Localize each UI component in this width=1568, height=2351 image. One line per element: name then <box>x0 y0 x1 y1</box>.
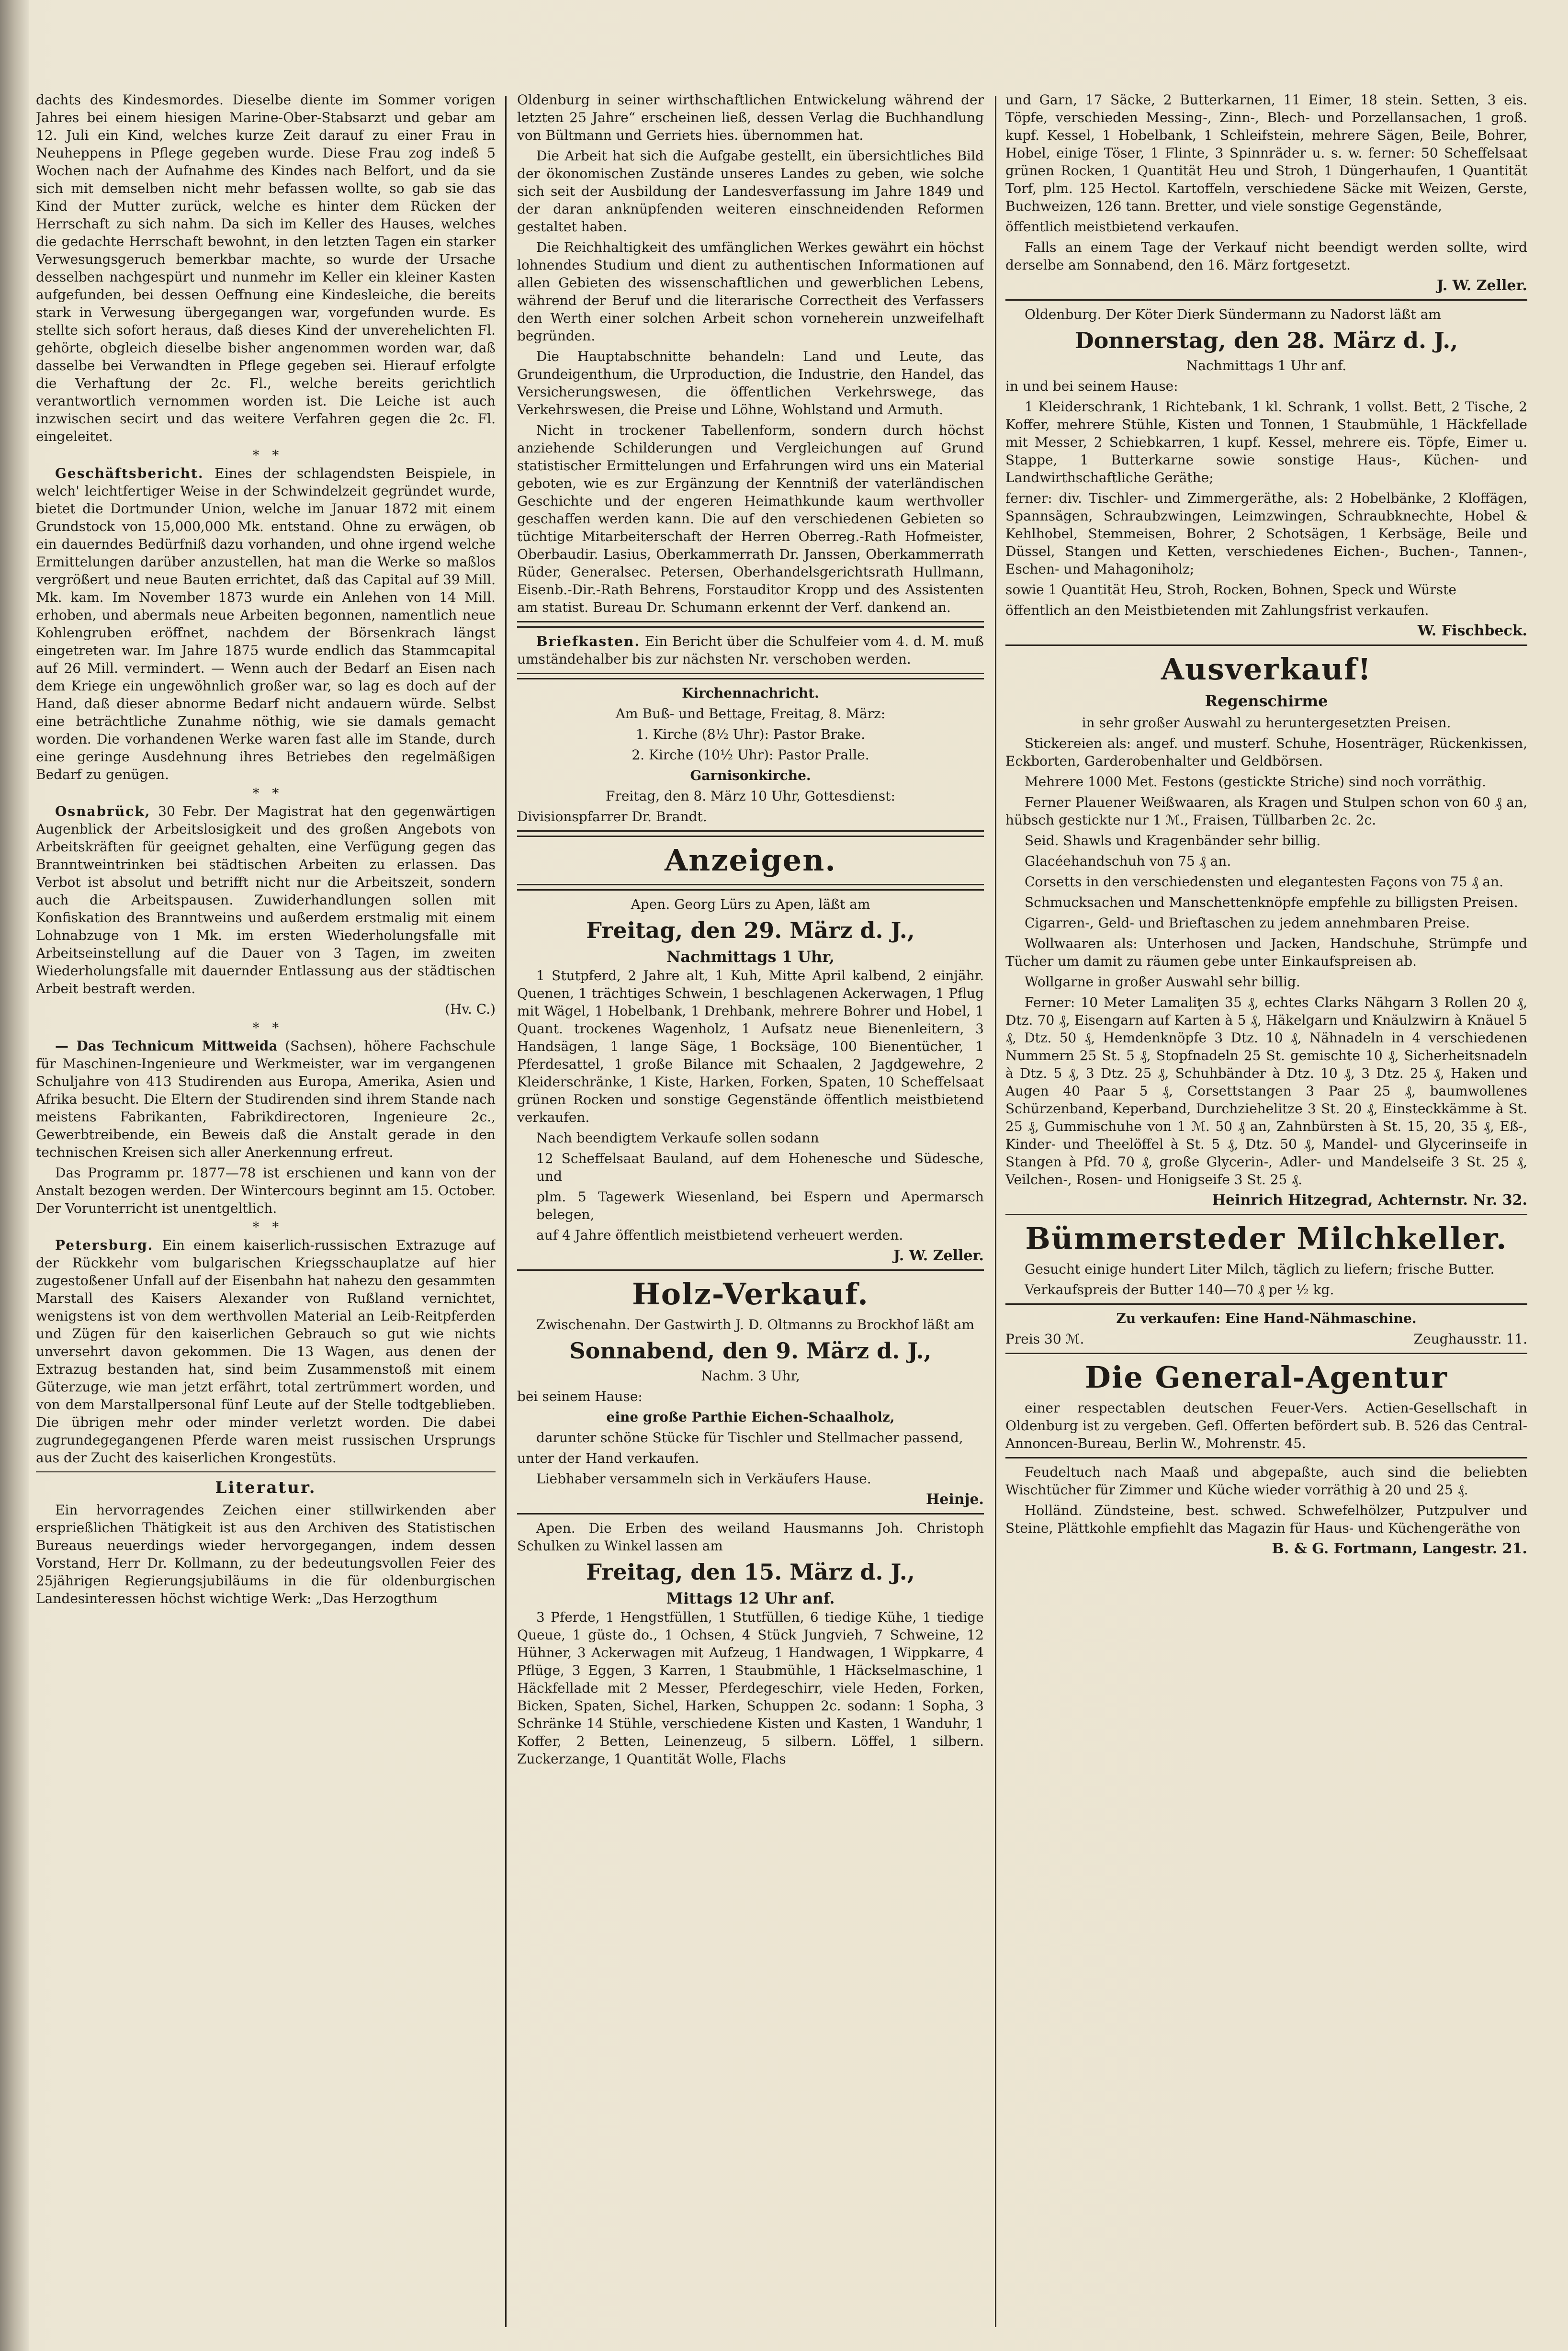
ad-signature: Heinrich Hitzegrad, Achternstr. Nr. 32. <box>1212 1192 1527 1209</box>
ad-body: ferner: div. Tischler- und Zimmergeräthe, als: 2 Hobelbänke, 2 Kloffägen, Spannsägen, Schraubzwingen, Leimzwingen, Schraubknechte, Hobel & Kehlhobel, Stemmeisen, Bohrer, 2 Schotsägen, 1 Kerbsäge, Beile und Düssel, Stangen und Ketten, verschiedenes Eichen-, Buchen-, Tannen-, Eschen- und Mahagoniholz; <box>1005 490 1527 577</box>
divider <box>517 621 984 628</box>
ad-body: unter der Hand verkaufen. <box>517 1450 699 1466</box>
divider <box>1005 1457 1527 1458</box>
article-paragraph <box>36 803 496 997</box>
ad-signature: J. W. Zeller. <box>893 1247 984 1264</box>
ad-body: bei seinem Hause: <box>517 1389 643 1404</box>
anzeigen-heading: Anzeigen. <box>665 843 836 878</box>
ad-head: Apen. Georg Lürs zu Apen, läßt am <box>631 896 870 912</box>
ausverkauf-subheading: Regenschirme <box>1205 692 1328 710</box>
article-paragraph: Die Hauptabschnitte behandeln: Land und Leute, das Grundeigenthum, die Urproduction, die Industrie, den Handel, das Versicherungswesen, die öffentlichen Verkehrswege, das Verkehrswesen, die Preise und Löhne, Wohlstand und Armuth. <box>517 349 984 418</box>
article-paragraph: Ein hervorragendes Zeichen einer stillwirkenden aber ersprießlichen Thätigkeit ist aus den Archiven des Statistischen Bureaus neuerdings wieder hervorgegangen, indem dessen Vorstand, Herr Dr. Kollmann, zu der bedeutungsvollen Feier des 25jährigen Regierungsjubiläums in die für oldenburgischen Landesinteressen höchst wichtige Werk: „Das Herzogthum <box>36 1502 496 1606</box>
ad-body: Liebhaber versammeln sich in Verkäufers Hause. <box>536 1471 871 1487</box>
article-lead: Petersburg. <box>55 1237 154 1253</box>
article-lead: Osnabrück, <box>55 803 151 819</box>
divider <box>1005 1353 1527 1354</box>
divider <box>36 1471 496 1472</box>
ad-body: Stickereien als: angef. und musterf. Schuhe, Hosenträger, Rückenkissen, Eckborten, Garderobenhalter und Geldbörsen. <box>1005 735 1527 769</box>
article-lead: — Das Technicum Mittweida <box>55 1038 278 1054</box>
ad-date: Freitag, den 29. März d. J., <box>586 917 915 943</box>
article-signature: (Hv. C.) <box>445 1001 496 1017</box>
divider <box>1005 644 1527 646</box>
article-paragraph: Die Reichhaltigkeit des umfänglichen Werkes gewährt ein höchst lohnendes Studium und dient zu authentischen Informationen auf allen Gebieten des wissenschaftlichen und gewerblichen Lebens, während der Beruf und die literarische Correctheit des Verfassers den Werth einer solchen Arbeit schon vorneherein unzweifelhaft begründen. <box>517 239 984 344</box>
column-rule-2 <box>995 96 996 2327</box>
ad-body: öffentlich meistbietend verkaufen. <box>1005 219 1240 235</box>
divider <box>1005 1303 1527 1305</box>
holz-verkauf-heading: Holz-Verkauf. <box>632 1277 869 1311</box>
ad-body: Mehrere 1000 Met. Festons (gestickte Striche) sind noch vorräthig. <box>1025 774 1486 790</box>
asterisk-separator: * * <box>252 447 279 463</box>
ad-body: Schmucksachen und Manschettenknöpfe empfehle zu billigsten Preisen. <box>1025 894 1518 910</box>
article-paragraph <box>36 1037 496 1161</box>
garnisonkirche-line: Divisionspfarrer Dr. Brandt. <box>517 809 707 825</box>
ad-body: und Garn, 17 Säcke, 2 Butterkarnen, 11 Eimer, 18 stein. Setten, 3 eis. Töpfe, verschieden Messing-, Zinn-, Blech- und Porzellansachen, 1 groß. kupf. Kessel, 1 Hobelbank, 1 Schleifstein, mehrere Sägen, Beile, Bohrer, Hobel, einige Töser, 1 Flinte, 3 Spinnräder u. s. w. ferner: 50 Scheffelsaat grünen Rocken, 1 Quantität Heu und Stroh, 1 Düngerhaufen, 1 Quantität Torf, plm. 125 Hectol. Kartoffeln, verschiedene Säcke mit Weizen, Gerste, Buchweizen, 126 tann. Bretter, und viele sonstige Gegenstände, <box>1005 92 1527 214</box>
article-text: Ein einem kaiserlich-russischen Extrazuge auf der Rückkehr vom bulgarischen Kriegsschauplatze auf hier zugestoßener Unfall auf der Eisenbahn hat nahezu den gesammten Marstall des Kaisers Alexander von Rußland vernichtet, wenigstens ist von dem werthvollen Material an Leib-Reitpferden und Zügen für den kaiserlichen Gebrauch so gut wie nichts unversehrt davon gekommen. Die 13 Wagen, aus denen der Extrazug bestanden hat, sind beim Zusammenstoß mit einem Güterzuge, wie man jetzt erfährt, total zertrümmert worden, und von dem Marstallpersonal fünf Leute auf der Stelle todtgeblieben. Die übrigen mehr oder minder verletzt worden. Die dabei zugrundegegangenen Pferde waren meist russischen Ursprungs aus der Zucht des kaiserlichen Krongestüts. <box>36 1237 496 1466</box>
ad-head: Zwischenahn. Der Gastwirth J. D. Oltmanns zu Brockhof läßt am <box>536 1317 975 1333</box>
page-binding-edge <box>0 0 29 2351</box>
article-paragraph: dachts des Kindesmordes. Dieselbe diente im Sommer vorigen Jahres bei einem hiesigen Marine-Ober-Stabsarzt und gebar am 12. Juli ein Kind, welches kurze Zeit darauf zu einer Frau in Neuheppens in Pflege gegeben wurde. Diese Frau zog indeß 5 Wochen nach der Aufnahme des Kindes nach Belfort, und da sie sich mit demselben nicht mehr befassen wollte, so gab sie das Kind der Mutter zurück, welche es hinter dem Rücken der Herrschaft zu sich nahm. Da sich im Keller des Hauses, welches die gedachte Herrschaft bewohnt, in den letzten Tagen ein starker Verwesungsgeruch bemerkbar machte, so wurde der Ursache desselben nachgespürt und nunmehr im Keller ein kleiner Kasten aufgefunden, bei dessen Oeffnung eine Kindesleiche, die bereits stark in Verwesung übergegangen war, vorgefunden wurde. Es stellte sich sofort heraus, daß dieses Kind der unverehelichten Fl. gehörte, obgleich dieselbe bisher angenommen worden war, daß dasselbe bei Verwandten in Pflege gegeben sei. Hierauf erfolgte die Verhaftung der 2c. Fl., welche bereits gerichtlich verantwortlich vernommen worden ist. Die Leiche ist auch inzwischen secirt und das weitere Verfahren gegen die 2c. Fl. eingeleitet. <box>36 92 496 444</box>
column-3 <box>1005 91 1527 2337</box>
ad-body: darunter schöne Stücke für Tischler und Stellmacher passend, <box>536 1430 963 1446</box>
ad-time: Nachmittags 1 Uhr anf. <box>1186 358 1347 373</box>
kirchennachricht-title: Kirchennachricht. <box>682 685 819 701</box>
ad-time: Mittags 12 Uhr anf. <box>666 1589 835 1607</box>
ad-time: Nachmittags 1 Uhr, <box>666 948 835 966</box>
article-text: 30 Febr. Der Magistrat hat den gegenwärtigen Augenblick der Arbeitslosigkeit und des großen Angebots von Arbeitskräften für geeignet gehalten, eine Verfügung gegen das Branntweintrinken bei städtischen Arbeiten zu erlassen. Das Verbot ist absolut und betrifft nicht nur die Arbeitszeit, sondern auch die Arbeitspausen. Zuwiderhandlungen sollen mit Konfiskation des Branntweins und außerdem erstmalig mit einem Lohnabzuge von 1 Mk. im ersten Wiederholungsfalle mit Arbeitseinstellung auf die Dauer von 3 Tagen, im zweiten Wiederholungsfalle mit dauernder Entlassung aus der städtischen Arbeit bestraft werden. <box>36 803 496 996</box>
briefkasten-text: Ein Bericht über die Schulfeier vom 4. d. M. muß umständehalber bis zur nächsten Nr. verschoben werden. <box>517 633 984 667</box>
article-paragraph: Das Programm pr. 1877—78 ist erschienen und kann von der Anstalt bezogen werden. Der Wintercours beginnt am 15. October. Der Vorunterricht ist unentgeltlich. <box>36 1165 496 1216</box>
ad-body: plm. 5 Tagewerk Wiesenland, bei Espern und Apermarsch belegen, <box>536 1189 984 1222</box>
ad-body: sowie 1 Quantität Heu, Stroh, Rocken, Bohnen, Speck und Würste <box>1005 582 1456 598</box>
divider <box>1005 1214 1527 1215</box>
article-paragraph <box>36 464 496 783</box>
divider <box>517 830 984 837</box>
briefkasten-title: Briefkasten. <box>536 633 641 649</box>
divider <box>1005 299 1527 301</box>
asterisk-separator: * * <box>252 1219 279 1235</box>
ad-body: Zu verkaufen: Eine Hand-Nähmaschine. <box>1116 1311 1417 1326</box>
ad-body: in und bei seinem Hause: <box>1005 378 1178 394</box>
column-1 <box>36 91 496 2337</box>
briefkasten <box>517 633 984 668</box>
column-2 <box>517 91 984 2337</box>
milchkeller-heading: Bümmersteder Milchkeller. <box>1025 1221 1508 1256</box>
ad-price: Preis 30 ℳ. <box>1005 1331 1084 1347</box>
ad-body: Seid. Shawls und Kragenbänder sehr billig. <box>1025 833 1321 848</box>
divider <box>517 1269 984 1271</box>
divider <box>517 673 984 679</box>
article-lead: Geschäftsbericht. <box>55 465 204 481</box>
ad-body: Nach beendigtem Verkaufe sollen sodann <box>536 1130 819 1146</box>
garnisonkirche-title: Garnisonkirche. <box>690 768 811 783</box>
ad-row <box>1005 1330 1527 1348</box>
ad-body: auf 4 Jahre öffentlich meistbietend verheuert werden. <box>536 1227 903 1243</box>
ad-address: Zeughausstr. 11. <box>1413 1331 1527 1347</box>
article-text: Eines der schlagendsten Beispiele, in welch' leichtfertiger Weise in der Schwindelzeit gegründet wurde, bietet die Dortmunder Union, welche im Januar 1872 mit einem Grundstock von 15,000,000 Mk. entstand. Ohne zu erwägen, ob ein dauerndes Bedürfniß dazu vorhanden, und ohne irgend welche Ermittelungen darüber anzustellen, hat man die Werke so maßlos vergrößert und neue Bauten errichtet, daß das Capital auf 39 Mill. Mk. kam. Im November 1873 wurde ein Anlehen von 14 Mill. erhoben, und abermals neue Arbeiten begonnen, namentlich neue Kohlengruben eröffnet, nachdem der Börsenkrach längst eingetreten war. Im Jahre 1875 wurde endlich das Stammcapital auf 26 Mill. vermindert. — Wenn auch der Bedarf an Eisen nach dem Kriege ein ungewöhnlich großer war, so lag es doch auf der Hand, daß dieser abnorme Bedarf nicht andauern würde. Selbst eine beträchtliche Zunahme nöthig, wie sie damals gemacht worden. Die vorhandenen Werke waren fast alle im Stande, durch eine geringe Ausdehnung ihres Betriebes den regelmäßigen Bedarf zu genügen. <box>36 465 496 782</box>
ad-body: 1 Kleiderschrank, 1 Richtebank, 1 kl. Schrank, 1 vollst. Bett, 2 Tische, 2 Koffer, mehrere Stühle, Kisten und Tonnen, 1 Staubmühle, 1 Häckfellade mit Messer, 2 Schiebkarren, 1 kupf. Kessel, mehrere eis. Töpfe, Eimer u. Stappe, 1 Butterkarne sowie sonstige Haus-, Küchen- und Landwirthschaftliche Geräthe; <box>1005 399 1527 486</box>
ad-time: Nachm. 3 Uhr, <box>701 1368 800 1384</box>
article-paragraph: Oldenburg in seiner wirthschaftlichen Entwickelung während der letzten 25 Jahre“ erscheinen ließ, dessen Verlag die Buchhandlung von Bültmann und Gerriets hies. übernommen hat. <box>517 92 984 143</box>
ad-body: Falls an einem Tage der Verkauf nicht beendigt werden sollte, wird derselbe am Sonnabend, den 16. März fortgesetzt. <box>1005 239 1527 273</box>
ad-body: Gesucht einige hundert Liter Milch, täglich zu liefern; frische Butter. <box>1025 1261 1495 1277</box>
kirchennachricht-line: 1. Kirche (8½ Uhr): Pastor Brake. <box>635 726 866 742</box>
divider <box>517 884 984 891</box>
general-agentur-heading: Die General-Agentur <box>1085 1360 1448 1395</box>
ad-body: öffentlich an den Meistbietenden mit Zahlungsfrist verkaufen. <box>1005 602 1429 618</box>
ad-signature: W. Fischbeck. <box>1417 622 1527 639</box>
ad-body: 3 Pferde, 1 Hengstfüllen, 1 Stutfüllen, 6 tiedige Kühe, 1 tiedige Queue, 1 güste do., 1 Ochsen, 4 Stück Jungvieh, 7 Schweine, 12 Hühner, 3 Ackerwagen mit Aufzeug, 1 Handwagen, 1 Wippkarre, 4 Pflüge, 3 Eggen, 3 Karren, 1 Staubmühle, 1 Häckselmaschine, 1 Häckfellade mit 2 Messer, Pferdegeschirr, viele Heden, Forken, Bicken, Spaten, Sichel, Harken, Schuppen 2c. sodann: 1 Sopha, 3 Schränke 14 Stühle, verschiedene Kisten und Kasten, 1 Wanduhr, 1 Koffer, 2 Betten, Leinenzeug, 5 silbern. Löffel, 1 silbern. Zuckerzange, 1 Quantität Wolle, Flachs <box>517 1609 984 1767</box>
ad-body: Ferner: 10 Meter Lamaliţen 35 ₰, echtes Clarks Nähgarn 3 Rollen 20 ₰, Dtz. 70 ₰, Eisengarn auf Karten à 5 ₰, Häkelgarn und Knäulzwirn à Knäuel 5 ₰, Dtz. 50 ₰, Hemdenknöpfe 3 Dtz. 10 ₰, Nähnadeln in 4 verschiedenen Nummern 25 St. 5 ₰, Stopfnadeln 25 St. gemischte 10 ₰, Sicherheitsnadeln à Dtz. 5 ₰, 3 Dtz. 25 ₰, Schuhbänder à Dtz. 10 ₰, 3 Dtz. 25 ₰, Haken und Augen 40 Paar 5 ₰, Corsettstangen 3 Paar 25 ₰, baumwollenes Schürzenband, Keperband, Durchziehelitze 3 St. 20 ₰, Einsteckkämme à St. 25 ₰, Gummischuhe von 1 ℳ. 50 ₰ an, Zahnbürsten à St. 15, 20, 35 ₰, Eß-, Kinder- und Theelöffel à St. 5 ₰, Dtz. 50 ₰, Mandel- und Glycerinseife in Stangen à Pfd. 70 ₰, große Glycerin-, Adler- und Mandelseife 3 St. 25 ₰, Veilchen-, Rosen- und Honigseife 3 St. 25 ₰. <box>1005 995 1527 1187</box>
ad-body: Ferner Plauener Weißwaaren, als Kragen und Stulpen schon von 60 ₰ an, hübsch gestickte nur 1 ℳ., Fraisen, Tüllbarben 2c. 2c. <box>1005 794 1527 828</box>
ad-body: Verkaufspreis der Butter 140—70 ₰ per ½ kg. <box>1025 1282 1334 1298</box>
ad-body: einer respectablen deutschen Feuer-Vers. Actien-Gesellschaft in Oldenburg ist zu vergeben. Gefl. Offerten befördert sub. B. 526 das Central-Annoncen-Bureau, Berlin W., Mohrenstr. 45. <box>1005 1400 1527 1451</box>
section-title-literatur: Literatur. <box>215 1478 316 1497</box>
kirchennachricht-line: Am Buß- und Bettage, Freitag, 8. März: <box>615 706 886 722</box>
ad-body: Glacéehandschuh von 75 ₰ an. <box>1025 853 1231 869</box>
article-paragraph: Die Arbeit hat sich die Aufgabe gestellt, ein übersichtliches Bild der ökonomischen Zustände unseres Landes zu geben, wie solche sich seit der Ausbildung der Landesverfassung im Jahre 1849 und der daran anknüpfenden weiteren einschneidenden Reformen gestaltet haben. <box>517 148 984 235</box>
ad-body: Corsetts in den verschiedensten und elegantesten Façons von 75 ₰ an. <box>1025 874 1504 890</box>
article-text: (Sachsen), höhere Fachschule für Maschinen-Ingenieure und Werkmeister, war im vergangenen Schuljahre von 413 Studirenden aus Europa, Amerika, Asien und Afrika besucht. Die Eltern der Studirenden sind ihrem Stande nach meistens Fabrikanten, Fabrikdirectoren, Ingenieure 2c., Gewerbtreibende, ein Beweis daß die Anstalt gerade in den technischen Kreisen sich aller Anerkennung erfreut. <box>36 1038 496 1160</box>
asterisk-separator: * * <box>252 785 279 801</box>
ausverkauf-heading: Ausverkauf! <box>1161 652 1372 687</box>
ad-body: Wollgarne in großer Auswahl sehr billig. <box>1025 974 1300 990</box>
ad-date: Donnerstag, den 28. März d. J., <box>1074 328 1458 353</box>
ad-signature: J. W. Zeller. <box>1436 277 1527 294</box>
ad-body: Cigarren-, Geld- und Brieftaschen zu jedem annehmbaren Preise. <box>1025 915 1470 931</box>
ad-head: Apen. Die Erben des weiland Hausmanns Joh. Christoph Schulken zu Winkel lassen am <box>517 1520 984 1554</box>
ad-body: Holländ. Zündsteine, best. schwed. Schwefelhölzer, Putzpulver und Steine, Plättkohle empfiehlt das Magazin für Haus- und Küchengeräthe von <box>1005 1503 1527 1536</box>
divider <box>517 1513 984 1515</box>
ad-body: 1 Stutpferd, 2 Jahre alt, 1 Kuh, Mitte April kalbend, 2 einjähr. Quenen, 1 trächtiges Schwein, 1 beschlagenen Ackerwagen, 1 Pflug mit Wägel, 1 Hobelbank, 1 Drehbank, mehrere Bohrer und Hobel, 1 Quant. trockenes Wagenholz, 1 Aufsatz neue Bienenleitern, 3 Handsägen, 1 lange Säge, 1 Bocksäge, 100 Bienentücher, 1 Pferdesattel, 1 große Bilance mit Schaalen, 2 Jagdgewehre, 2 Kleiderschränke, 1 Kiste, Harken, Forken, Spaten, 10 Scheffelsaat grünen Rocken und sonstige Gegenstände öffentlich meistbietend verkaufen. <box>517 968 984 1125</box>
article-paragraph <box>36 1236 496 1467</box>
ad-signature: Heinje. <box>925 1491 984 1508</box>
ad-body: eine große Parthie Eichen-Schaalholz, <box>606 1409 895 1425</box>
ad-signature: B. & G. Fortmann, Langestr. 21. <box>1272 1540 1527 1557</box>
ad-date: Freitag, den 15. März d. J., <box>586 1559 915 1585</box>
garnisonkirche-line: Freitag, den 8. März 10 Uhr, Gottesdienst: <box>606 788 895 804</box>
ad-date: Sonnabend, den 9. März d. J., <box>569 1338 932 1364</box>
asterisk-separator: * * <box>252 1020 279 1036</box>
ad-body: Feudeltuch nach Maaß und abgepaßte, auch sind die beliebten Wischtücher für Zimmer und Küche wieder vorräthig à 20 und 25 ₰. <box>1005 1464 1527 1498</box>
column-rule-1 <box>505 96 507 2327</box>
ad-body: 12 Scheffelsaat Bauland, auf dem Hoheneschе und Südesche, und <box>536 1151 984 1184</box>
ad-head: Oldenburg. Der Köter Dierk Sündermann zu Nadorst läßt am <box>1025 306 1441 322</box>
kirchennachricht-line: 2. Kirche (10½ Uhr): Pastor Pralle. <box>632 747 869 763</box>
ad-body: in sehr großer Auswahl zu heruntergesetzten Preisen. <box>1082 715 1451 731</box>
ad-body: Wollwaaren als: Unterhosen und Jacken, Handschuhe, Strümpfe und Tücher um damit zu räumen gebe unter Einkaufspreisen ab. <box>1005 936 1527 969</box>
article-paragraph: Nicht in trockener Tabellenform, sondern durch höchst anziehende Schilderungen und Vergleichungen auf Grund statistischer Ermittelungen und Erfahrungen wird uns ein Material geboten, wie es zur Ergänzung der Kenntniß der vaterländischen Geschichte und der engeren Heimathkunde kaum werthvoller geschaffen werden kann. Die auf den verschiedenen Gebieten so tüchtige Mitarbeiterschaft der Herren Oberreg.-Rath Hofmeister, Oberbaudir. Lasius, Oberkammerrath Dr. Janssen, Oberkammerrath Rüder, Generalsec. Petersen, Oberhandelsgerichtsrath Hullmann, Eisenb.-Dir.-Rath Behrens, Forstauditor Kropp und des Assistenten am statist. Bureau Dr. Schumann erkennt der Verf. dankend an. <box>517 422 984 615</box>
